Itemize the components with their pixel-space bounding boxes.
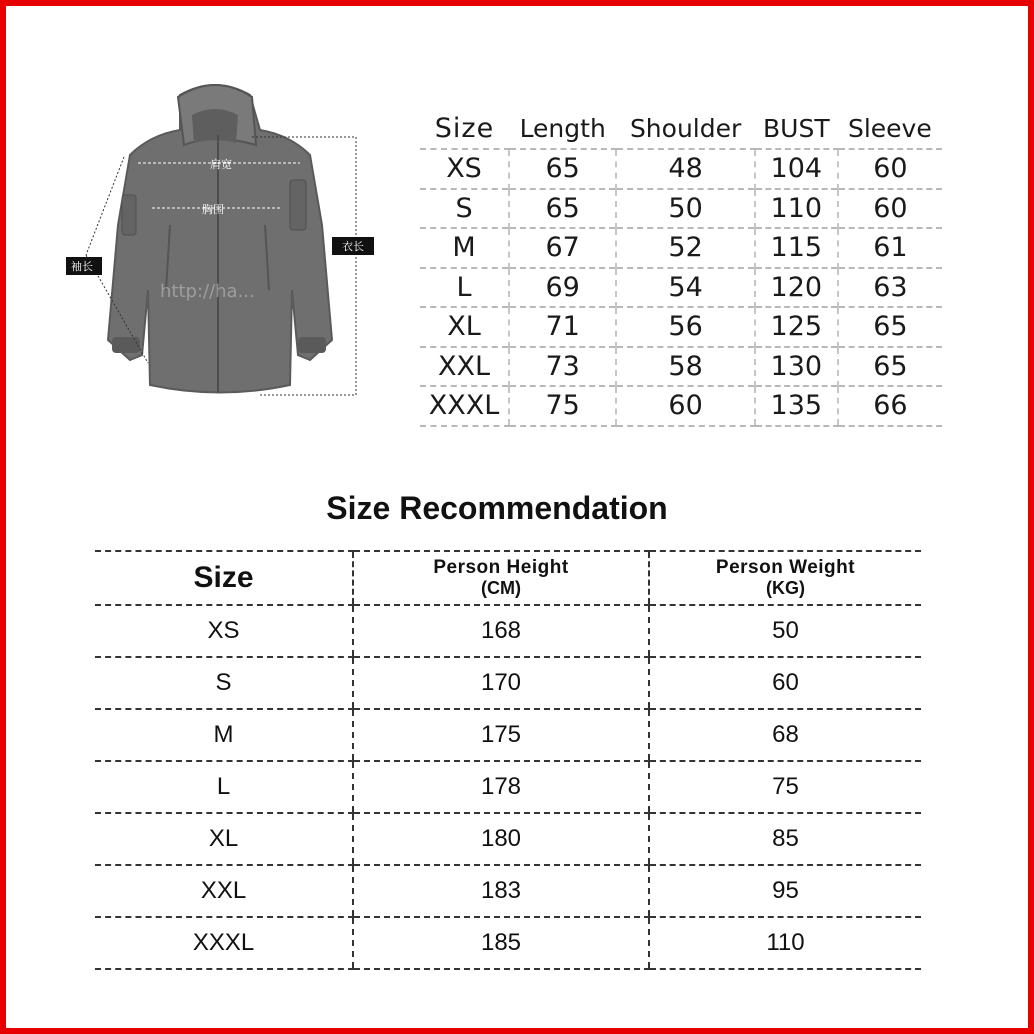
height-header-unit: (CM) xyxy=(481,578,521,598)
table-row xyxy=(95,761,921,813)
table-row xyxy=(95,605,921,657)
size-cell: XS xyxy=(95,605,353,657)
table-row xyxy=(420,347,942,387)
length-cell: 67 xyxy=(509,228,616,268)
size-cell: L xyxy=(95,761,353,813)
shoulder-label: 肩宽 xyxy=(210,158,232,171)
size-cell: XXL xyxy=(420,347,509,387)
size-cell: M xyxy=(420,228,509,268)
length-cell: 65 xyxy=(509,149,616,189)
size-chart-header-row xyxy=(420,108,942,149)
weight-cell: 60 xyxy=(649,657,921,709)
weight-cell: 75 xyxy=(649,761,921,813)
height-cell: 185 xyxy=(353,917,649,969)
watermark-text: http://ha... xyxy=(160,281,255,302)
sleeve-cell: 65 xyxy=(838,307,942,347)
size-chart-header-shoulder: Shoulder xyxy=(629,113,742,143)
height-cell: 168 xyxy=(353,605,649,657)
size-cell: XXXL xyxy=(420,386,509,426)
sleeve-label: 袖长 xyxy=(71,260,93,273)
bust-cell: 110 xyxy=(755,189,838,229)
shoulder-cell: 48 xyxy=(616,149,755,189)
bust-cell: 125 xyxy=(755,307,838,347)
recommendation-header-row xyxy=(95,551,921,605)
table-row xyxy=(95,813,921,865)
jacket-illustration xyxy=(60,75,380,415)
recommendation-header-weight xyxy=(649,551,921,605)
weight-cell: 68 xyxy=(649,709,921,761)
size-cell: S xyxy=(95,657,353,709)
shoulder-cell: 54 xyxy=(616,268,755,308)
bust-cell: 135 xyxy=(755,386,838,426)
height-cell: 183 xyxy=(353,865,649,917)
height-header-label: Person Height xyxy=(433,557,569,578)
table-row xyxy=(95,865,921,917)
shoulder-cell: 60 xyxy=(616,386,755,426)
height-cell: 170 xyxy=(353,657,649,709)
table-row xyxy=(420,149,942,189)
length-cell: 65 xyxy=(509,189,616,229)
bust-cell: 130 xyxy=(755,347,838,387)
shoulder-cell: 58 xyxy=(616,347,755,387)
size-chart-header-length: Length xyxy=(519,113,606,143)
bust-cell: 120 xyxy=(755,268,838,308)
size-cell: M xyxy=(95,709,353,761)
table-row xyxy=(95,709,921,761)
size-chart-header-bust: BUST xyxy=(763,113,830,143)
shoulder-cell: 56 xyxy=(616,307,755,347)
weight-header-label: Person Weight xyxy=(715,557,856,578)
table-row xyxy=(95,917,921,969)
table-row xyxy=(420,307,942,347)
weight-cell: 110 xyxy=(649,917,921,969)
weight-cell: 95 xyxy=(649,865,921,917)
height-cell: 180 xyxy=(353,813,649,865)
sleeve-cell: 61 xyxy=(838,228,942,268)
sleeve-cell: 60 xyxy=(838,189,942,229)
table-row xyxy=(420,228,942,268)
bust-label: 胸围 xyxy=(202,203,224,216)
size-chart-table xyxy=(420,108,942,427)
sleeve-cell: 63 xyxy=(838,268,942,308)
length-cell: 69 xyxy=(509,268,616,308)
length-label: 衣长 xyxy=(342,240,364,253)
size-chart-header-sleeve: Sleeve xyxy=(847,113,932,143)
weight-cell: 85 xyxy=(649,813,921,865)
length-cell: 71 xyxy=(509,307,616,347)
shoulder-cell: 50 xyxy=(616,189,755,229)
recommendation-header-size: Size xyxy=(95,551,353,605)
size-cell: XL xyxy=(420,307,509,347)
size-cell: XXXL xyxy=(95,917,353,969)
sleeve-cell: 65 xyxy=(838,347,942,387)
height-cell: 178 xyxy=(353,761,649,813)
size-cell: XS xyxy=(420,149,509,189)
table-row xyxy=(95,657,921,709)
sleeve-cell: 60 xyxy=(838,149,942,189)
size-cell: XL xyxy=(95,813,353,865)
size-cell: L xyxy=(420,268,509,308)
recommendation-header-height xyxy=(353,551,649,605)
table-row xyxy=(420,268,942,308)
shoulder-cell: 52 xyxy=(616,228,755,268)
size-cell: XXL xyxy=(95,865,353,917)
length-cell: 73 xyxy=(509,347,616,387)
weight-header-unit: (KG) xyxy=(766,578,805,598)
size-recommendation-table xyxy=(95,550,921,970)
weight-cell: 50 xyxy=(649,605,921,657)
size-chart-header-size: Size xyxy=(434,112,495,144)
bust-cell: 104 xyxy=(755,149,838,189)
height-cell: 175 xyxy=(353,709,649,761)
table-row xyxy=(420,189,942,229)
table-row xyxy=(420,386,942,426)
size-recommendation-title: Size Recommendation xyxy=(326,490,668,526)
length-cell: 75 xyxy=(509,386,616,426)
sleeve-cell: 66 xyxy=(838,386,942,426)
bust-cell: 115 xyxy=(755,228,838,268)
size-cell: S xyxy=(420,189,509,229)
